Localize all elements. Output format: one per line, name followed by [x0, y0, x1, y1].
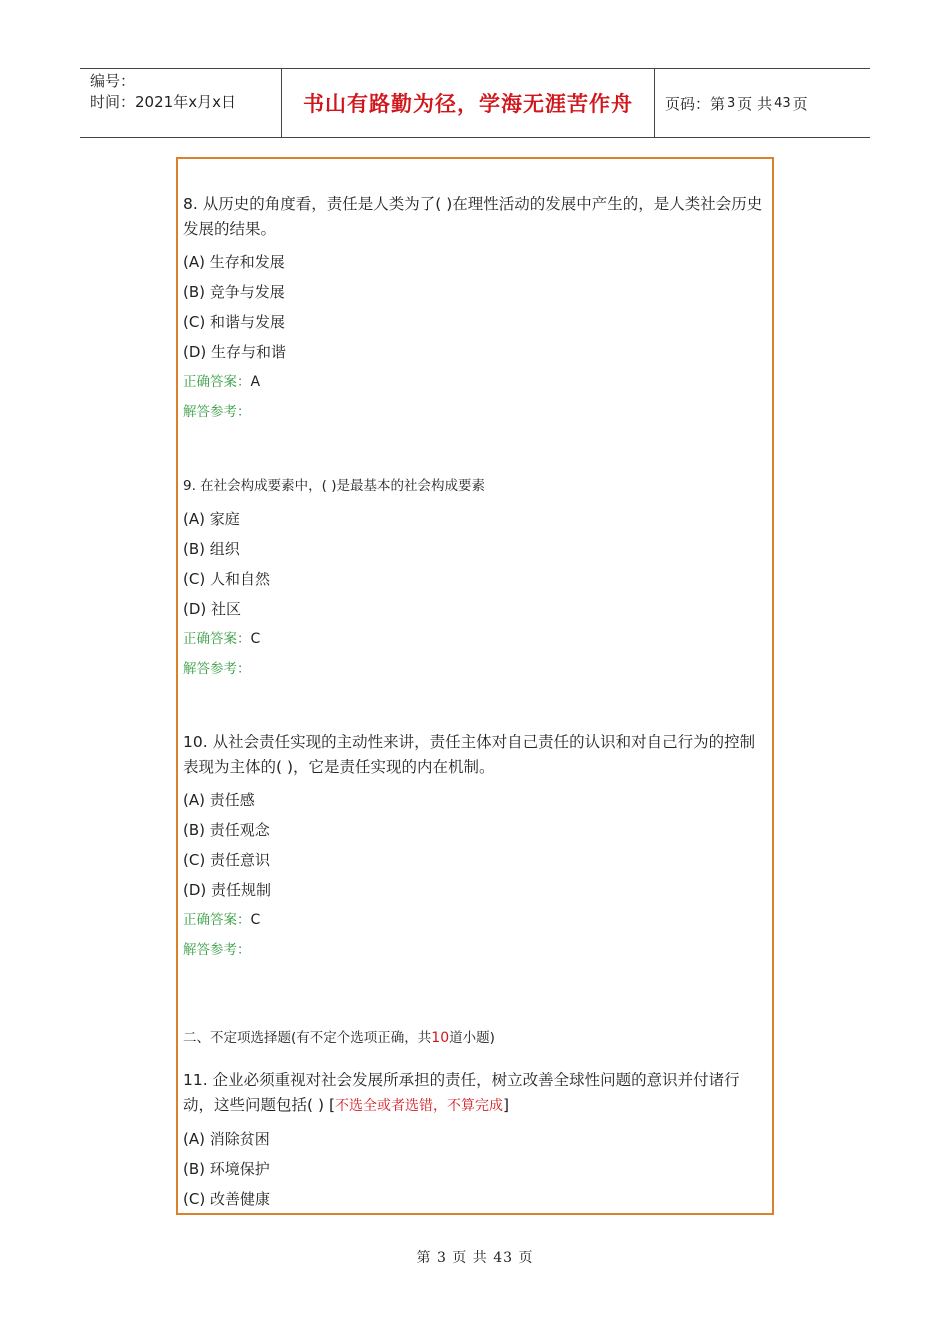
answer-reference: 解答参考： — [183, 661, 251, 677]
question-9 — [183, 474, 768, 679]
option-a: (A) 消除贫困 — [183, 1130, 270, 1148]
page-header — [80, 68, 870, 138]
time-value: 2021年x月x日 — [135, 93, 236, 111]
option-d: (D) 生存与和谐 — [183, 343, 287, 361]
page-number: 3 — [727, 95, 736, 111]
option-d: (D) 社区 — [183, 600, 242, 618]
time-line — [90, 92, 281, 113]
question-text: 8. 从历史的角度看，责任是人类为了( )在理性活动的发展中产生的，是人类社会历史发展的结果。 — [183, 195, 763, 238]
option-b: (B) 环境保护 — [183, 1160, 270, 1178]
option-d: (D) 责任规制 — [183, 881, 272, 899]
time-label: 时间： — [90, 93, 136, 111]
page-total: 43 — [774, 95, 791, 111]
section-count: 10 — [431, 1030, 450, 1046]
question-10 — [183, 730, 768, 960]
section-suffix: 道小题) — [449, 1030, 495, 1046]
option-a: (A) 生存和发展 — [183, 253, 285, 271]
header-motto — [282, 69, 655, 137]
question-text: 9. 在社会构成要素中，( )是最基本的社会构成要素 — [183, 478, 485, 494]
header-meta — [80, 69, 282, 137]
option-a: (A) 责任感 — [183, 791, 255, 809]
answer-value: A — [250, 374, 261, 390]
section-prefix: 二、不定项选择题(有不定个选项正确，共 — [183, 1030, 432, 1046]
option-a: (A) 家庭 — [183, 510, 240, 528]
question-note-close: ] — [503, 1096, 510, 1114]
answer-value: C — [250, 912, 261, 928]
section-heading — [183, 1028, 768, 1048]
answer-value: C — [250, 631, 261, 647]
question-body: 11. 企业必须重视对社会发展所承担的责任，树立改善全球性问题的意识并付诸行动，这些问题包括( ) [ — [183, 1071, 740, 1114]
number-label: 编号： — [90, 72, 136, 90]
question-11 — [183, 1068, 768, 1209]
option-c: (C) 改善健康 — [183, 1190, 270, 1208]
header-page-info — [655, 69, 870, 137]
question-text — [183, 1068, 768, 1119]
correct-answer — [183, 372, 768, 392]
answer-label: 正确答案： — [183, 374, 251, 390]
page-footer: 第 3 页 共 43 页 — [416, 1250, 534, 1266]
motto-text: 书山有路勤为径，学海无涯苦作舟 — [303, 92, 633, 116]
answer-reference: 解答参考： — [183, 404, 251, 420]
option-b: (B) 责任观念 — [183, 821, 270, 839]
question-text: 10. 从社会责任实现的主动性来讲，责任主体对自己责任的认识和对自己行为的控制表现为主体的( )，它是责任实现的内在机制。 — [183, 733, 756, 776]
option-c: (C) 人和自然 — [183, 570, 270, 588]
correct-answer — [183, 910, 768, 930]
answer-label: 正确答案： — [183, 912, 251, 928]
page-suffix: 页 — [792, 94, 808, 113]
answer-reference: 解答参考： — [183, 942, 251, 958]
page-mid: 页 共 — [737, 94, 773, 113]
option-c: (C) 责任意识 — [183, 851, 270, 869]
option-b: (B) 竞争与发展 — [183, 283, 285, 301]
question-8 — [183, 192, 768, 422]
question-note: 不选全或者选错，不算完成 — [335, 1098, 503, 1114]
answer-label: 正确答案： — [183, 631, 251, 647]
page-prefix: 页码：第 — [665, 94, 726, 113]
correct-answer — [183, 629, 768, 649]
option-b: (B) 组织 — [183, 540, 240, 558]
option-c: (C) 和谐与发展 — [183, 313, 285, 331]
